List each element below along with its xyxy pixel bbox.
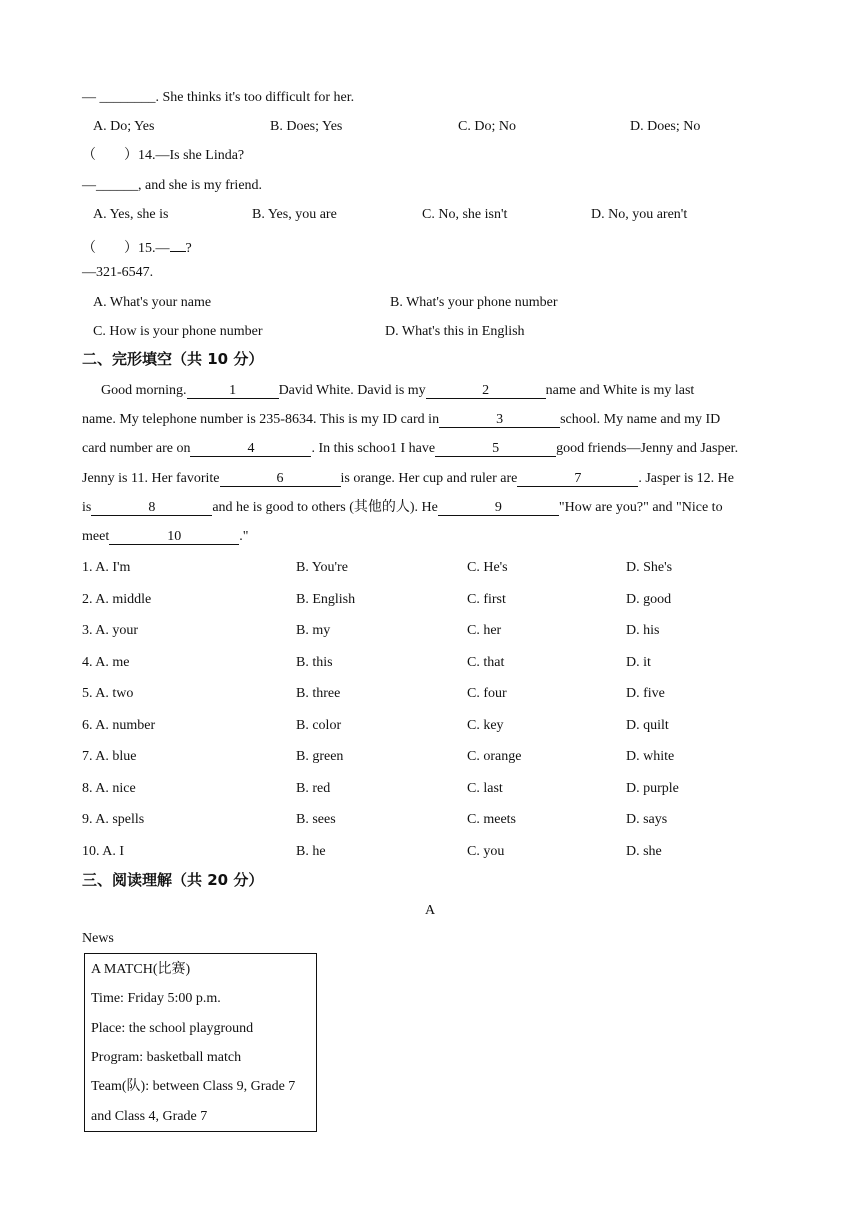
news-notice-box (84, 953, 317, 1132)
passage-text: . In this schoo1 I have (311, 441, 436, 456)
passage-line-5 (82, 501, 782, 516)
cloze-choice-1-d: D. She's (626, 560, 673, 575)
q13-option-a: A. Do; Yes (93, 119, 155, 134)
q14-option-d: D. No, you aren't (591, 207, 688, 222)
cloze-choice-2-d: D. good (626, 591, 672, 607)
passage-text: is orange. Her cup and ruler are (340, 471, 518, 486)
reading-part-label: A (425, 903, 436, 918)
cloze-choice-4-d: D. it (626, 654, 651, 670)
cloze-choice-2-a: 2. A. middle (82, 591, 152, 607)
cloze-blank-10: 10 (109, 530, 239, 545)
q14-answer-parentheses: （ ） (82, 148, 138, 163)
passage-text: "How are you?" and "Nice to (558, 500, 723, 515)
cloze-choice-5-b: B. three (296, 686, 341, 701)
passage-text: name. My telephone number is 235-8634. This is my ID card in (82, 412, 440, 427)
cloze-choice-6-c: C. key (467, 717, 504, 733)
passage-line-4 (82, 472, 782, 487)
q14-question-line (82, 149, 244, 163)
cloze-choice-5-c: C. four (467, 686, 507, 701)
q15-question-suffix: ? (185, 241, 192, 256)
q15-option-d: D. What's this in English (385, 324, 525, 339)
cloze-choice-8-c: C. last (467, 780, 503, 796)
cloze-choice-1-a: 1. A. I'm (82, 560, 131, 575)
cloze-choice-7-a: 7. A. blue (82, 749, 137, 764)
notice-team: Team(队): between Class 9, Grade 7 (91, 1079, 296, 1094)
cloze-choice-3-b: B. my (296, 623, 331, 638)
q15-question-prefix: 15.— (138, 241, 170, 256)
cloze-choice-3-a: 3. A. your (82, 623, 138, 638)
cloze-blank-8: 8 (91, 501, 212, 516)
notice-title: A MATCH(比赛) (91, 962, 191, 977)
cloze-choice-7-d: D. white (626, 749, 675, 764)
q13-option-c: C. Do; No (458, 119, 516, 134)
cloze-choice-1-b: B. You're (296, 560, 348, 575)
cloze-blank-5: 5 (435, 442, 556, 457)
passage-text: ." (239, 529, 249, 544)
passage-line-3 (82, 442, 782, 457)
q14-option-c: C. No, she isn't (422, 207, 508, 222)
q13-option-b: B. Does; Yes (270, 119, 343, 134)
cloze-blank-2: 2 (426, 384, 546, 399)
passage-text: card number are on (82, 441, 191, 456)
cloze-choice-6-d: D. quilt (626, 717, 669, 733)
q15-option-a: A. What's your name (93, 295, 212, 310)
cloze-blank-6: 6 (220, 472, 341, 487)
cloze-choice-10-d: D. she (626, 843, 662, 859)
q14-question: 14.—Is she Linda? (138, 148, 245, 163)
passage-text: Good morning. (101, 383, 187, 398)
notice-program: Program: basketball match (91, 1050, 242, 1065)
passage-line-1 (101, 384, 801, 399)
q15-question-line (82, 237, 192, 256)
q15-blank (170, 237, 186, 252)
section-3-heading: 三、阅读理解（共 20 分） (82, 871, 264, 889)
passage-text: is (82, 500, 92, 515)
notice-time: Time: Friday 5:00 p.m. (91, 991, 221, 1006)
cloze-choice-6-a: 6. A. number (82, 717, 156, 733)
cloze-choice-9-d: D. says (626, 812, 668, 827)
passage-text: . Jasper is 12. He (638, 471, 735, 486)
q15-answer-line: —321-6547. (82, 265, 154, 280)
passage-text: Jenny is 11. Her favorite (82, 471, 220, 486)
passage-text: school. My name and my ID (560, 412, 721, 427)
notice-team-continued: and Class 4, Grade 7 (91, 1109, 208, 1124)
section-2-heading: 二、完形填空（共 10 分） (82, 350, 264, 368)
q13-answer-line: — ________. She thinks it's too difficult for her. (82, 90, 355, 105)
q15-option-b: B. What's your phone number (390, 295, 558, 310)
cloze-choice-5-a: 5. A. two (82, 686, 134, 701)
q15-option-c: C. How is your phone number (93, 324, 263, 339)
cloze-choice-8-d: D. purple (626, 780, 679, 796)
q13-option-d: D. Does; No (630, 119, 701, 134)
passage-line-2 (82, 413, 782, 428)
cloze-choice-2-c: C. first (467, 591, 506, 607)
q14-answer-line: —______, and she is my friend. (82, 178, 263, 193)
cloze-choice-6-b: B. color (296, 717, 342, 733)
q15-answer-parentheses: （ ） (82, 241, 138, 256)
cloze-choice-1-c: C. He's (467, 560, 508, 575)
news-label: News (82, 931, 114, 946)
cloze-choice-4-b: B. this (296, 654, 333, 670)
cloze-choice-5-d: D. five (626, 686, 665, 701)
cloze-choice-7-c: C. orange (467, 749, 522, 764)
cloze-choice-2-b: B. English (296, 591, 356, 607)
cloze-blank-3: 3 (439, 413, 560, 428)
cloze-blank-1: 1 (187, 384, 279, 399)
q14-option-b: B. Yes, you are (252, 207, 337, 222)
cloze-choice-9-b: B. sees (296, 812, 336, 827)
cloze-choice-3-d: D. his (626, 623, 660, 638)
cloze-choice-4-c: C. that (467, 654, 505, 670)
cloze-choice-9-a: 9. A. spells (82, 812, 145, 827)
cloze-choice-8-b: B. red (296, 780, 331, 796)
cloze-blank-4: 4 (190, 442, 311, 457)
cloze-choice-9-c: C. meets (467, 812, 516, 827)
cloze-blank-7: 7 (517, 472, 638, 487)
cloze-choice-10-b: B. he (296, 843, 326, 859)
passage-line-6 (82, 530, 782, 545)
cloze-choice-4-a: 4. A. me (82, 654, 130, 670)
passage-text: and he is good to others (其他的人). He (212, 500, 438, 515)
cloze-choice-10-c: C. you (467, 843, 505, 859)
notice-place: Place: the school playground (91, 1021, 254, 1036)
q14-option-a: A. Yes, she is (93, 207, 169, 222)
cloze-blank-9: 9 (438, 501, 559, 516)
cloze-choice-8-a: 8. A. nice (82, 780, 136, 796)
passage-text: name and White is my last (545, 383, 695, 398)
cloze-choice-3-c: C. her (467, 623, 502, 638)
passage-text: good friends—Jenny and Jasper. (556, 441, 739, 456)
passage-text: David White. David is my (278, 383, 426, 398)
passage-text: meet (82, 529, 110, 544)
cloze-choice-7-b: B. green (296, 749, 344, 764)
cloze-choice-10-a: 10. A. I (82, 843, 124, 859)
